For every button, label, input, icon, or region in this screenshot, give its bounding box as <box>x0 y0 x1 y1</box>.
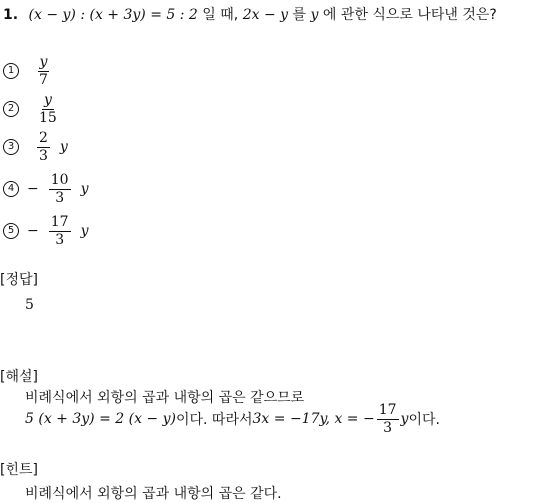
explanation-line-2 <box>25 403 440 435</box>
choice-marker: 2 <box>3 101 19 117</box>
explanation-end: 이다. <box>408 412 440 429</box>
fraction-numerator: 17 <box>378 402 397 418</box>
explanation-equation-2: 3x = −17y, x = − <box>252 411 375 428</box>
choice-marker: 1 <box>3 63 19 79</box>
choice-suffix: y <box>80 223 89 240</box>
fraction-denominator: 3 <box>383 419 393 436</box>
choice-marker: 3 <box>3 139 19 155</box>
hint-label: [힌트] <box>0 462 38 478</box>
explanation-equation: 5 (x + 3y) = 2 (x − y) <box>25 411 176 428</box>
fraction-numerator: y <box>39 54 48 70</box>
fraction-numerator: y <box>43 92 52 108</box>
question-text-3: 에 관한 식으로 나타낸 것은? <box>322 7 497 23</box>
answer-value: 5 <box>25 297 34 313</box>
answer-label: [정답] <box>0 272 38 288</box>
choice-prefix: − <box>27 181 39 198</box>
choice-suffix: y <box>80 181 89 198</box>
explanation-var: y <box>400 411 409 428</box>
explanation-fraction <box>377 403 399 435</box>
choice-fraction <box>37 131 50 163</box>
fraction-denominator: 3 <box>39 147 48 164</box>
choice-5[interactable] <box>3 215 88 247</box>
fraction-numerator: 2 <box>39 130 48 146</box>
choice-2[interactable] <box>3 93 69 125</box>
question-equation: (x − y) : (x + 3y) = 5 : 2 <box>28 7 198 23</box>
question-number: 1. <box>3 7 19 23</box>
choice-fraction <box>37 55 50 87</box>
fraction-numerator: 10 <box>50 172 69 188</box>
choice-marker: 4 <box>3 181 19 197</box>
choice-1[interactable] <box>3 55 60 87</box>
fraction-denominator: 7 <box>39 71 48 88</box>
choice-suffix: y <box>59 139 68 156</box>
choice-marker: 5 <box>3 223 19 239</box>
choice-fraction <box>49 215 71 247</box>
choice-fraction <box>37 93 59 125</box>
explanation-line-1: 비례식에서 외항의 곱과 내항의 곱은 같으므로 <box>25 390 305 406</box>
choice-prefix: − <box>27 223 39 240</box>
question-line <box>3 4 497 24</box>
choice-3[interactable] <box>3 131 68 163</box>
fraction-numerator: 17 <box>50 214 69 230</box>
fraction-denominator: 3 <box>55 189 65 206</box>
question-text-2: 를 <box>292 7 311 23</box>
explanation-label: [해설] <box>0 369 38 385</box>
question-text-1: 일 때, <box>202 7 243 23</box>
choice-4[interactable] <box>3 173 88 205</box>
fraction-denominator: 15 <box>39 109 57 126</box>
hint-text: 비례식에서 외항의 곱과 내항의 곱은 같다. <box>25 486 282 502</box>
question-expr: 2x − y <box>242 7 289 23</box>
question-var: y <box>310 7 319 23</box>
explanation-text: 이다. 따라서 <box>175 412 253 429</box>
choice-fraction <box>49 173 71 205</box>
fraction-denominator: 3 <box>55 231 65 248</box>
